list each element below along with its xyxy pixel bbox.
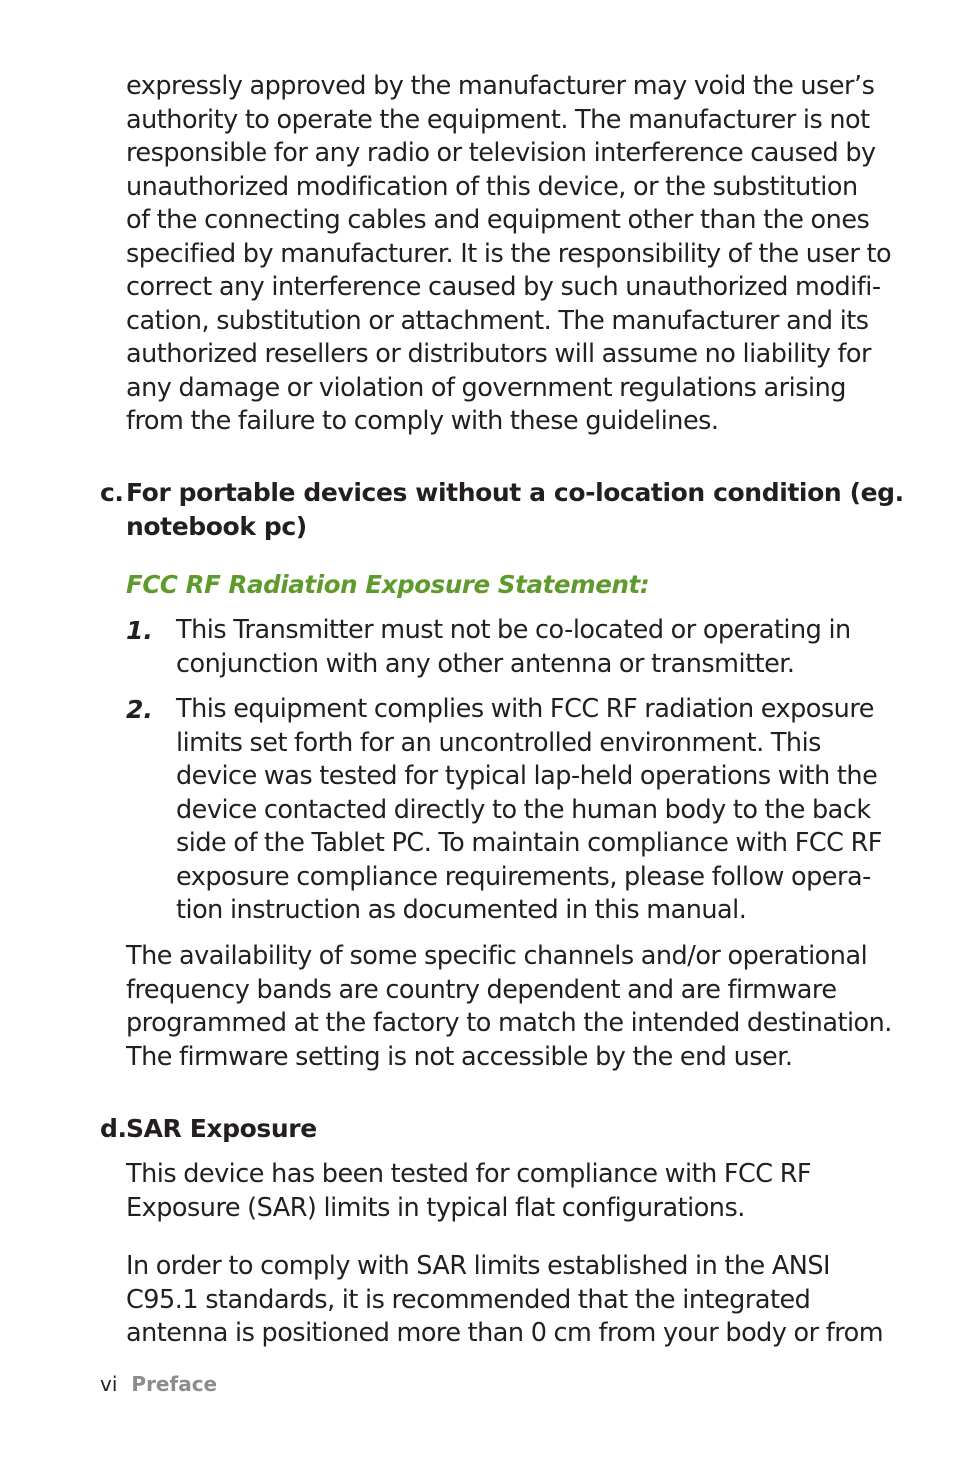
availability-line: The firmware setting is not accessible by the end user. bbox=[126, 1041, 793, 1072]
list-item-line: exposure compliance requirements, please follow opera- bbox=[176, 861, 871, 892]
intro-line: of the connecting cables and equipment other than the ones bbox=[126, 205, 870, 235]
intro-line: unauthorized modification of this device, or the substitution bbox=[126, 171, 858, 202]
sar-line: C95.1 standards, it is recommended that the integrated bbox=[126, 1284, 811, 1315]
intro-paragraph bbox=[126, 70, 892, 439]
sar-line: antenna is positioned more than 0 cm from your body or from bbox=[126, 1318, 884, 1348]
page-footer bbox=[100, 1370, 217, 1398]
footer-section-name: Preface bbox=[131, 1372, 218, 1396]
list-item-line: side of the Tablet PC. To maintain compliance with FCC RF bbox=[176, 828, 882, 858]
section-c-letter: c. bbox=[100, 478, 124, 507]
sar-line: In order to comply with SAR limits established in the ANSI bbox=[126, 1251, 831, 1281]
intro-line: authority to operate the equipment. The manufacturer is not bbox=[126, 104, 870, 135]
list-item-line: device was tested for typical lap-held operations with the bbox=[176, 761, 878, 791]
intro-line: any damage or violation of government regulations arising bbox=[126, 372, 846, 403]
intro-line: authorized resellers or distributors will assume no liability for bbox=[126, 339, 872, 369]
fcc-rf-subheading: FCC RF Radiation Exposure Statement: bbox=[126, 570, 650, 599]
section-c-heading-line1: For portable devices without a co-location condition (eg. bbox=[126, 478, 904, 507]
sar-line: This device has been tested for compliance with FCC RF bbox=[126, 1159, 812, 1189]
list-item-line: This Transmitter must not be co-located or operating in bbox=[176, 615, 851, 645]
list-item-text bbox=[176, 614, 851, 681]
list-item-number: 1. bbox=[126, 616, 153, 645]
list-item-line: tion instruction as documented in this manual. bbox=[176, 895, 747, 925]
page-number: vi bbox=[100, 1372, 118, 1396]
list-item-text bbox=[176, 693, 882, 928]
section-d-letter: d. bbox=[100, 1114, 127, 1143]
list-item-line: device contacted directly to the human body to the back bbox=[176, 794, 871, 825]
availability-line: The availability of some specific channels and/or operational bbox=[126, 941, 868, 971]
sar-paragraph-1 bbox=[126, 1158, 866, 1225]
intro-line: specified by manufacturer. It is the responsibility of the user to bbox=[126, 238, 892, 269]
intro-line: correct any interference caused by such unauthorized modifi- bbox=[126, 272, 881, 302]
section-d-heading bbox=[100, 1112, 317, 1146]
list-item-line: conjunction with any other antenna or transmitter. bbox=[176, 648, 795, 679]
sar-paragraph-2 bbox=[126, 1250, 884, 1351]
availability-line: programmed at the factory to match the intended destination. bbox=[126, 1008, 892, 1038]
intro-line: cation, substitution or attachment. The manufacturer and its bbox=[126, 305, 869, 336]
availability-line: frequency bands are country dependent and are firmware bbox=[126, 974, 837, 1005]
availability-paragraph bbox=[126, 940, 892, 1074]
list-item-number: 2. bbox=[126, 695, 153, 724]
section-c-heading-line2: notebook pc) bbox=[126, 511, 307, 541]
list-item-line: limits set forth for an uncontrolled environment. This bbox=[176, 727, 821, 758]
section-d-heading-text: SAR Exposure bbox=[126, 1114, 317, 1143]
intro-line: expressly approved by the manufacturer may void the user’s bbox=[126, 71, 875, 101]
list-item-line: This equipment complies with FCC RF radiation exposure bbox=[176, 694, 874, 724]
section-c-heading bbox=[100, 476, 904, 543]
intro-line: from the failure to comply with these guidelines. bbox=[126, 406, 719, 436]
intro-line: responsible for any radio or television interference caused by bbox=[126, 138, 876, 168]
sar-line: Exposure (SAR) limits in typical flat configurations. bbox=[126, 1192, 745, 1223]
